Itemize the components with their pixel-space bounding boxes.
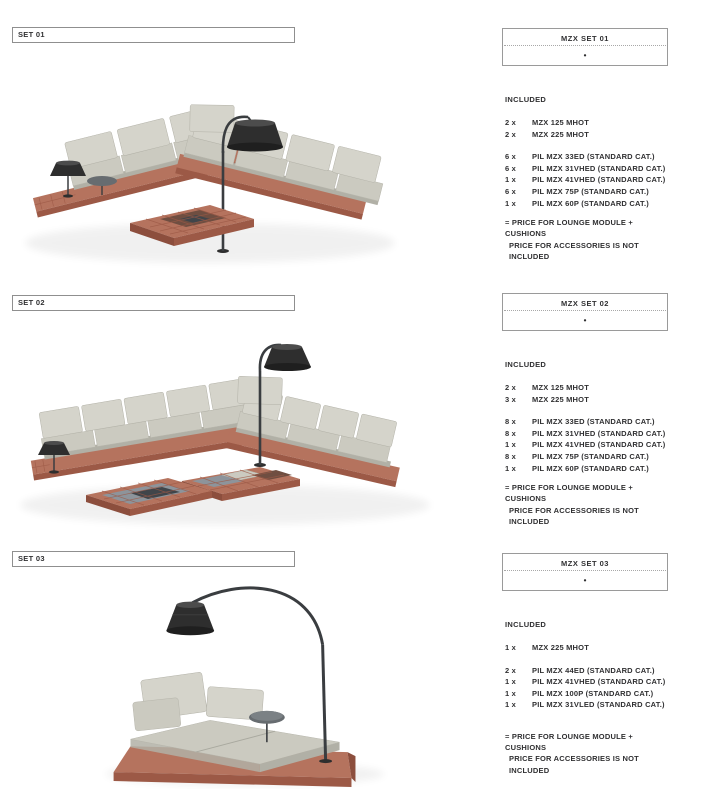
cushion-row <box>505 416 674 428</box>
module-list <box>505 117 674 140</box>
item-quantity: 6 x <box>505 186 517 196</box>
item-quantity: 1 x <box>505 700 517 710</box>
set-01-label-box <box>12 27 295 43</box>
item-name: MZX 125 MHOT <box>532 383 589 392</box>
item-name: PIL MZX 44ED (STANDARD CAT.) <box>532 665 655 675</box>
item-name: MZX 125 MHOT <box>532 118 589 127</box>
set-01-label-text: SET 01 <box>18 30 45 39</box>
included-heading: INCLUDED <box>505 95 547 104</box>
item-name: PIL MZX 31VHED (STANDARD CAT.) <box>532 428 666 438</box>
item-quantity: 1 x <box>505 440 517 450</box>
item-quantity: 1 x <box>505 198 517 208</box>
item-name: PIL MZX 75P (STANDARD CAT.) <box>532 451 649 461</box>
item-name: PIL MZX 31VLED (STANDARD CAT.) <box>532 700 665 710</box>
module-list <box>505 382 674 405</box>
price-note-line2: PRICE FOR ACCESSORIES IS NOT INCLUDED <box>509 754 639 775</box>
daybed-back-cushions <box>133 672 264 731</box>
item-quantity: 1 x <box>505 463 517 473</box>
item-quantity: 1 x <box>505 677 517 687</box>
price-note <box>505 217 674 262</box>
set-02-price-box <box>502 293 668 331</box>
cushion-list <box>505 151 674 209</box>
item-name: PIL MZX 33ED (STANDARD CAT.) <box>532 152 655 162</box>
set-02-label-box <box>12 295 295 311</box>
price-note <box>505 482 674 527</box>
price-note <box>505 731 674 776</box>
item-name: MZX 225 MHOT <box>532 129 589 139</box>
item-quantity: 8 x <box>505 428 517 438</box>
cushion-row <box>505 198 674 210</box>
cushion-row <box>505 163 674 175</box>
set-03-info-panel <box>502 553 674 776</box>
item-quantity: 8 x <box>505 417 517 427</box>
set-01-info-panel <box>502 28 674 262</box>
item-quantity: 1 x <box>505 643 517 652</box>
price-placeholder-dot: • <box>583 51 587 60</box>
set-03-label-text: SET 03 <box>18 554 45 563</box>
set-02-info-panel <box>502 293 674 527</box>
set-02-label-text: SET 02 <box>18 298 45 307</box>
item-name: PIL MZX 60P (STANDARD CAT.) <box>532 198 649 208</box>
module-row <box>505 129 674 141</box>
item-quantity: 1 x <box>505 175 517 185</box>
item-name: PIL MZX 33ED (STANDARD CAT.) <box>532 417 655 427</box>
price-box-title: MZX SET 02 <box>504 294 666 311</box>
item-name: MZX 225 MHOT <box>532 643 589 652</box>
included-heading: INCLUDED <box>505 620 547 629</box>
cushion-list <box>505 416 674 474</box>
cushion-row <box>505 463 674 475</box>
item-quantity: 6 x <box>505 152 517 162</box>
item-quantity: 1 x <box>505 688 517 698</box>
cushion-row <box>505 186 674 198</box>
module-list <box>505 642 674 654</box>
item-quantity: 2 x <box>505 118 517 127</box>
item-name: PIL MZX 31VHED (STANDARD CAT.) <box>532 163 666 173</box>
cushion-row <box>505 174 674 186</box>
module-row <box>505 394 674 406</box>
set-02-render <box>10 315 460 530</box>
item-quantity: 3 x <box>505 394 517 404</box>
item-name: PIL MZX 60P (STANDARD CAT.) <box>532 463 649 473</box>
price-note-line2: PRICE FOR ACCESSORIES IS NOT INCLUDED <box>509 505 639 526</box>
item-name: MZX 225 MHOT <box>532 394 589 404</box>
set-03-price-box <box>502 553 668 591</box>
item-quantity: 2 x <box>505 383 517 392</box>
cushion-list <box>505 665 674 711</box>
set-01-illustration <box>10 55 440 270</box>
module-row <box>505 642 674 654</box>
price-box-title: MZX SET 01 <box>504 29 666 46</box>
price-placeholder-dot: • <box>583 576 587 585</box>
item-quantity: 2 x <box>505 665 517 675</box>
cushion-row <box>505 439 674 451</box>
sofa-left-run <box>23 376 271 481</box>
item-quantity: 2 x <box>505 129 517 139</box>
price-note-line1: = PRICE FOR LOUNGE MODULE + CUSHIONS <box>505 218 633 239</box>
price-note-line2: PRICE FOR ACCESSORIES IS NOT INCLUDED <box>509 240 639 261</box>
cushion-row <box>505 428 674 440</box>
price-note-line1: = PRICE FOR LOUNGE MODULE + CUSHIONS <box>505 731 633 753</box>
cushion-row <box>505 665 674 677</box>
set-03-illustration <box>60 575 420 789</box>
cushion-row <box>505 451 674 463</box>
item-name: PIL MZX 41VHED (STANDARD CAT.) <box>532 175 666 185</box>
set-02-illustration <box>10 315 460 530</box>
cushion-row <box>505 688 674 700</box>
module-row <box>505 382 674 394</box>
module-row <box>505 117 674 129</box>
cushion-row <box>505 676 674 688</box>
item-name: PIL MZX 41VHED (STANDARD CAT.) <box>532 440 666 450</box>
price-placeholder-dot: • <box>583 316 587 325</box>
cushion-row <box>505 151 674 163</box>
item-name: PIL MZX 41VHED (STANDARD CAT.) <box>532 677 666 687</box>
set-01-render <box>10 55 440 270</box>
item-quantity: 6 x <box>505 163 517 173</box>
item-name: PIL MZX 100P (STANDARD CAT.) <box>532 688 654 698</box>
included-heading: INCLUDED <box>505 360 547 369</box>
price-note-line1: = PRICE FOR LOUNGE MODULE + CUSHIONS <box>505 483 633 504</box>
price-box-title: MZX SET 03 <box>504 554 666 571</box>
set-01-price-box <box>502 28 668 66</box>
item-quantity: 8 x <box>505 451 517 461</box>
cushion-row <box>505 699 674 711</box>
item-name: PIL MZX 75P (STANDARD CAT.) <box>532 186 649 196</box>
set-03-render <box>60 575 420 789</box>
set-03-label-box <box>12 551 295 567</box>
